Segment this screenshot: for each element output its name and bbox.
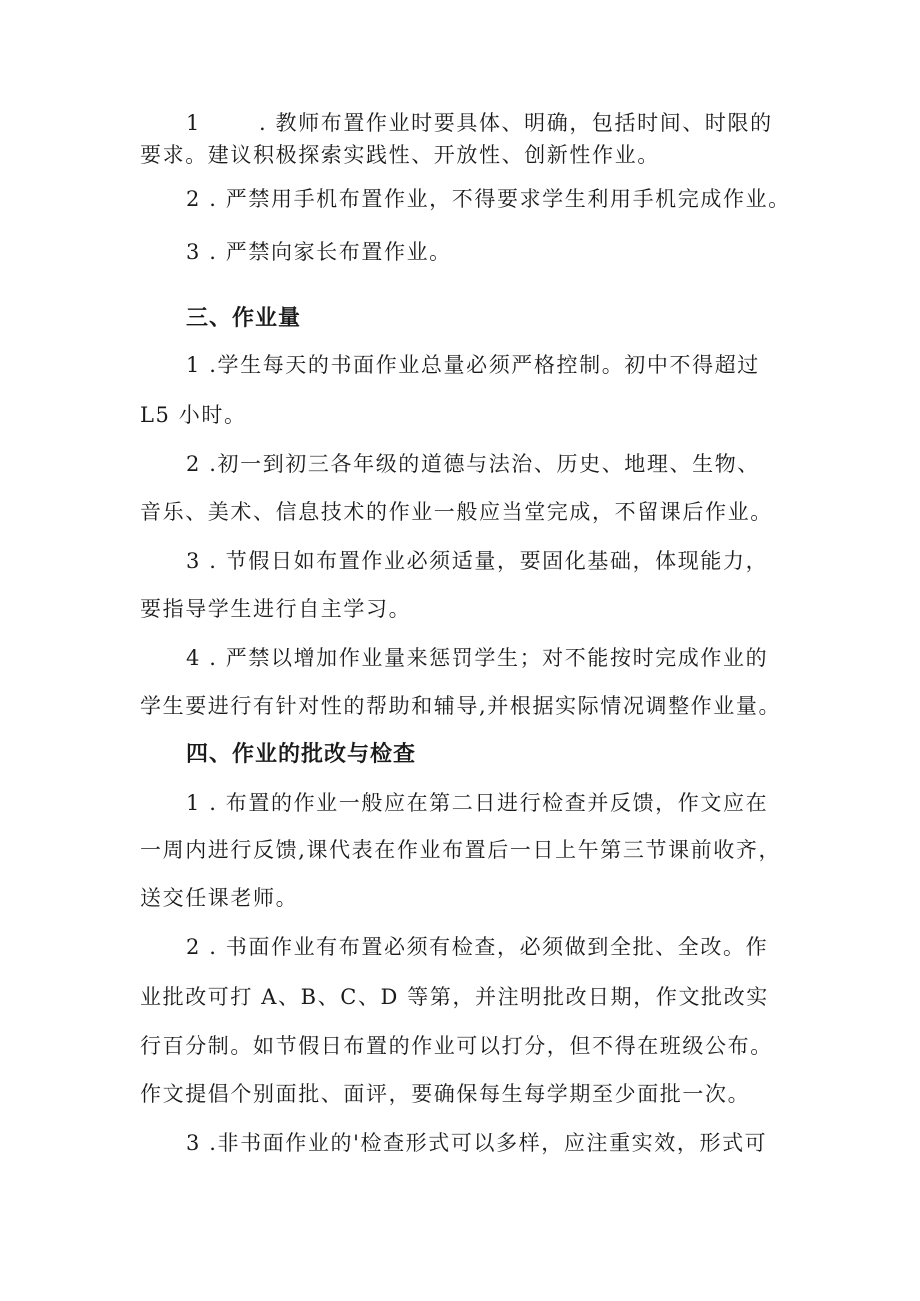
- correction-item-2-line-1: 2 . 书面作业有布置必须有检查，必须做到全批、全改。作: [186, 935, 769, 959]
- rule-item-1-line-1: [186, 108, 800, 138]
- workload-item-2-line-1: 2 .初一到初三各年级的道德与法治、历史、地理、生物、: [186, 452, 760, 476]
- correction-item-1-line-1: 1 . 布置的作业一般应在第二日进行检查并反馈，作文应在: [186, 791, 769, 815]
- workload-item-4-line-2: 学生要进行有针对性的帮助和辅导,并根据实际情况调整作业量。: [140, 694, 782, 718]
- section-heading-correction: 四、作业的批改与检查: [186, 742, 417, 767]
- workload-item-4-line-1: 4 . 严禁以增加作业量来惩罚学生；对不能按时完成作业的: [186, 646, 769, 670]
- correction-item-2-line-4: 作文提倡个别面批、面评，要确保每生每学期至少面批一次。: [140, 1082, 751, 1106]
- correction-item-2-line-3: 行百分制。如节假日布置的作业可以打分，但不得在班级公布。: [140, 1034, 773, 1058]
- rule-item-2: 2 . 严禁用手机布置作业，不得要求学生利用手机完成作业。: [186, 187, 791, 211]
- workload-item-1-line-2: L5 小时。: [140, 403, 247, 427]
- correction-item-1-line-3: 送交任课老师。: [140, 886, 299, 910]
- rule-item-3: 3 . 严禁向家长布置作业。: [186, 240, 452, 264]
- rule-item-1-line-2: 要求。建议积极探索实践性、开放性、创新性作业。: [140, 143, 660, 167]
- section-heading-workload: 三、作业量: [186, 306, 302, 331]
- rule-item-1-text: . 教师布置作业时要具体、明确，包括时间、时限的: [258, 111, 773, 135]
- correction-item-1-line-2: 一周内进行反馈,课代表在作业布置后一日上午第三节课前收齐，: [140, 838, 782, 862]
- workload-item-1-line-1: 1 .学生每天的书面作业总量必须严格控制。初中不得超过: [186, 353, 760, 377]
- workload-item-2-line-2: 音乐、美术、信息技术的作业一般应当堂完成，不留课后作业。: [140, 500, 773, 524]
- correction-item-2-line-2: 业批改可打 A、B、C、D 等第，并注明批改日期，作文批改实: [140, 985, 769, 1009]
- rule-item-1-number: 1: [186, 111, 201, 135]
- correction-item-3-line-1: 3 .非书面作业的'检查形式可以多样，应注重实效，形式可: [186, 1131, 768, 1155]
- workload-item-3-line-2: 要指导学生进行自主学习。: [140, 597, 412, 621]
- workload-item-3-line-1: 3 . 节假日如布置作业必须适量，要固化基础，体现能力，: [186, 549, 769, 573]
